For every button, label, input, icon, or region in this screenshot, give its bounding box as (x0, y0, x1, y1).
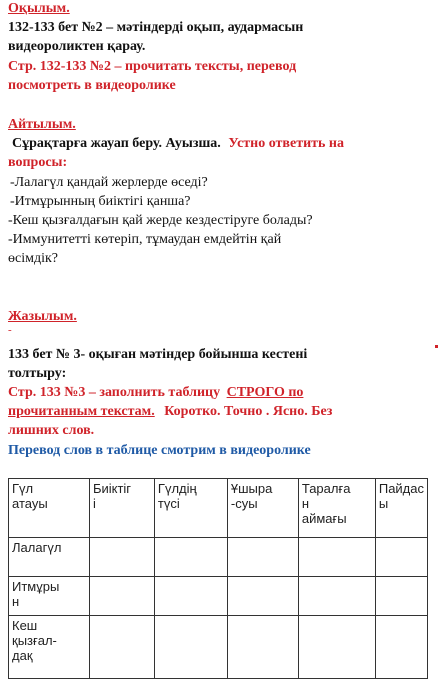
red-mark (435, 345, 438, 348)
question-item: -Кеш қызғалдағын қай жерде кездестіруге болады? (8, 213, 313, 228)
writing-dash: - (8, 324, 12, 336)
writing-task-ru-line2b: Коротко. Точно . Ясно. Без (164, 404, 333, 419)
table-row (9, 577, 428, 616)
table-cell[interactable] (154, 577, 227, 616)
row-label: Итмұры н (9, 577, 90, 616)
reading-task-kz-line2: видеороликтен қарау. (8, 39, 146, 54)
table-cell[interactable] (298, 577, 375, 616)
speaking-intro (12, 135, 344, 152)
table-cell[interactable] (227, 577, 298, 616)
table-cell[interactable] (298, 616, 375, 679)
header-color: Гүлдің түсі (154, 479, 227, 538)
reading-task-kz-line1: 132-133 бет №2 – мәтіндерді оқып, аудармасын (8, 20, 304, 35)
table-cell[interactable] (375, 577, 427, 616)
section-heading-writing: Жазылым. (8, 309, 77, 324)
table-cell[interactable] (227, 538, 298, 577)
table-row (9, 538, 428, 577)
table-cell[interactable] (375, 616, 427, 679)
header-pollination: Ұшыра -суы (227, 479, 298, 538)
section-heading-reading: Оқылым. (8, 1, 70, 16)
texts-emphasis: прочитанным текстам. (8, 404, 155, 419)
table-cell[interactable] (89, 538, 154, 577)
writing-task-ru-line1 (8, 384, 303, 401)
table-cell[interactable] (375, 538, 427, 577)
writing-task-ru-line3: лишних слов. (8, 423, 95, 438)
speaking-intro-ru-line2: вопросы: (8, 155, 68, 170)
table-cell[interactable] (89, 616, 154, 679)
table-cell[interactable] (227, 616, 298, 679)
header-benefit: Пайдас ы (375, 479, 427, 538)
speaking-intro-ru: Устно ответить на (228, 136, 344, 151)
plants-table (8, 478, 428, 679)
writing-task-kz-line2: толтыру: (8, 366, 67, 381)
strict-emphasis: СТРОГО по (226, 385, 304, 400)
question-item: өсімдік? (8, 251, 58, 266)
question-item: -Лалагүл қандай жерлерде өседі? (10, 175, 208, 190)
row-label: Кеш қызғал- дақ (9, 616, 90, 679)
reading-task-ru-line2: посмотреть в видеоролике (8, 78, 176, 93)
table-cell[interactable] (89, 577, 154, 616)
table-cell[interactable] (298, 538, 375, 577)
table-row (9, 616, 428, 679)
speaking-intro-kz: Сұрақтарға жауап беру. Ауызша. (12, 136, 221, 151)
header-flower-name: Гүл атауы (9, 479, 90, 538)
writing-task-kz-line1: 133 бет № 3- оқыған мәтіндер бойынша кестені (8, 347, 308, 362)
header-region: Таралға н аймағы (298, 479, 375, 538)
row-label: Лалагүл (9, 538, 90, 577)
writing-task-ru-line1a: Стр. 133 №3 – заполнить таблицу (8, 385, 221, 400)
table-header-row (9, 479, 428, 538)
question-item: -Иммунитетті көтеріп, тұмаудан емдейтін қай (8, 232, 282, 247)
translation-note: Перевод слов в таблице смотрим в видеоролике (8, 443, 311, 458)
table-cell[interactable] (154, 616, 227, 679)
writing-task-ru-line2 (8, 403, 332, 420)
header-height: Биіктіг і (89, 479, 154, 538)
reading-task-ru-line1: Стр. 132-133 №2 – прочитать тексты, перевод (8, 59, 297, 74)
section-heading-speaking: Айтылым. (8, 117, 76, 132)
question-item: -Итмұрынның биіктігі қанша? (10, 194, 191, 209)
table-cell[interactable] (154, 538, 227, 577)
